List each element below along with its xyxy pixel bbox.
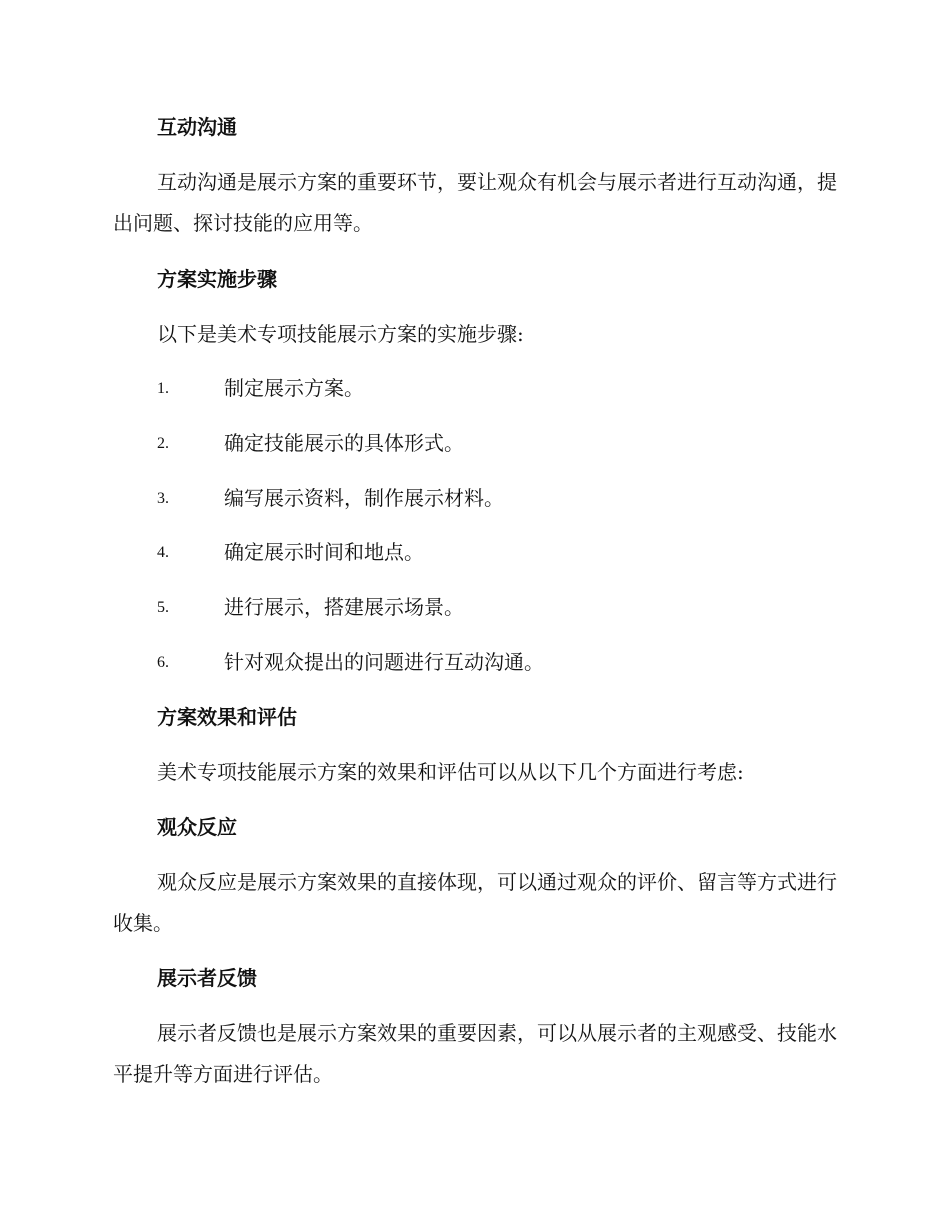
paragraph-audience: 观众反应是展示方案效果的直接体现，可以通过观众的评价、留言等方式进行收集。 xyxy=(113,870,837,935)
heading-audience: 观众反应 xyxy=(157,815,237,839)
heading-evaluation: 方案效果和评估 xyxy=(157,705,297,729)
list-item-text: 制定展示方案。 xyxy=(224,376,364,400)
paragraph-presenter: 展示者反馈也是展示方案效果的重要因素，可以从展示者的主观感受、技能水平提升等方面进行评估。 xyxy=(113,1021,837,1086)
list-item xyxy=(157,647,857,677)
list-item-text: 确定技能展示的具体形式。 xyxy=(224,431,464,455)
list-item-text: 确定展示时间和地点。 xyxy=(224,540,424,564)
paragraph-steps-intro: 以下是美术专项技能展示方案的实施步骤: xyxy=(157,322,524,346)
list-item xyxy=(157,373,857,403)
list-item-number: 4. xyxy=(157,544,169,561)
heading-presenter: 展示者反馈 xyxy=(157,966,257,990)
list-item xyxy=(157,483,857,513)
heading-interaction: 互动沟通 xyxy=(157,115,237,139)
list-item xyxy=(157,428,857,458)
list-item-number: 1. xyxy=(157,380,169,397)
paragraph-interaction: 互动沟通是展示方案的重要环节，要让观众有机会与展示者进行互动沟通，提出问题、探讨技能的应用等。 xyxy=(113,170,837,235)
heading-steps: 方案实施步骤 xyxy=(157,267,277,291)
paragraph-evaluation-intro: 美术专项技能展示方案的效果和评估可以从以下几个方面进行考虑: xyxy=(157,760,744,784)
list-item-number: 3. xyxy=(157,490,169,507)
list-item xyxy=(157,592,857,622)
list-item-text: 针对观众提出的问题进行互动沟通。 xyxy=(224,650,544,674)
list-item-number: 2. xyxy=(157,435,169,452)
list-item-text: 进行展示，搭建展示场景。 xyxy=(224,595,464,619)
list-item-number: 6. xyxy=(157,654,169,671)
list-item xyxy=(157,537,857,567)
list-item-text: 编写展示资料，制作展示材料。 xyxy=(224,486,504,510)
list-item-number: 5. xyxy=(157,599,169,616)
